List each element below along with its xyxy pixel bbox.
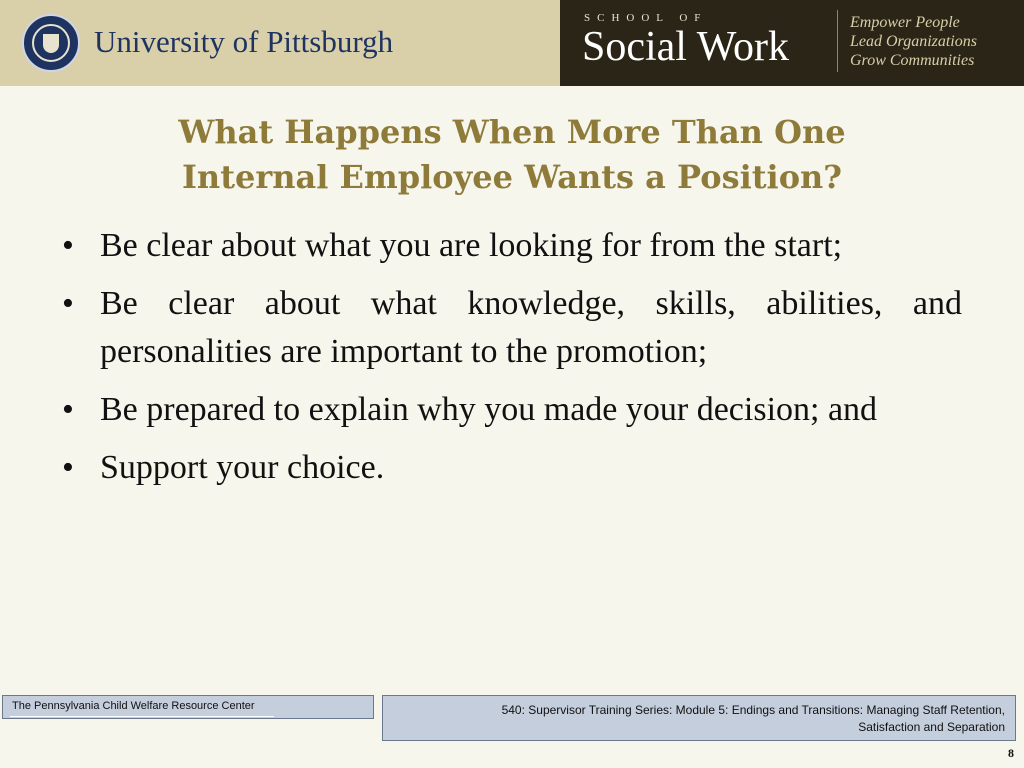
bullet-text: Be clear about what you are looking for from the start; — [100, 227, 843, 264]
footer-course-box — [382, 695, 1016, 741]
footer-organization: The Pennsylvania Child Welfare Resource Center — [12, 700, 255, 712]
title-line: What Happens When More Than One — [178, 113, 846, 151]
university-banner — [0, 0, 560, 86]
bullet-item — [62, 280, 962, 376]
university-name: University of Pittsburgh — [94, 24, 394, 59]
banner-divider — [837, 10, 838, 72]
footer-course-line: 540: Supervisor Training Series: Module 5: Endings and Transitions: Managing Staff Retention, — [501, 703, 1005, 717]
tagline-line: Empower People — [850, 14, 960, 31]
social-work-label: Social Work — [582, 24, 789, 70]
footer-organization-box — [2, 695, 374, 719]
bullet-icon: • — [62, 227, 74, 264]
university-seal-icon — [22, 14, 80, 72]
seal-shield-icon — [43, 34, 59, 53]
bullet-item — [62, 386, 962, 434]
footer-underline — [10, 716, 274, 717]
bullet-text: Be prepared to explain why you made your decision; and — [100, 391, 878, 428]
bullet-icon: • — [62, 391, 74, 428]
bullet-icon: • — [62, 285, 74, 322]
bullet-text: Be clear about what knowledge, skills, abilities, and personalities are important to the promotion; — [100, 285, 962, 370]
tagline-line: Lead Organizations — [850, 33, 977, 50]
footer-course-line: Satisfaction and Separation — [858, 720, 1005, 734]
bullet-text: Support your choice. — [100, 449, 385, 486]
bullet-item — [62, 222, 962, 270]
slide-header — [0, 0, 1024, 86]
bullet-list — [62, 222, 962, 502]
school-of-label: SCHOOL OF — [584, 12, 708, 24]
bullet-item — [62, 444, 962, 492]
page-number: 8 — [1008, 746, 1014, 760]
tagline-line: Grow Communities — [850, 52, 975, 69]
slide-title — [60, 110, 964, 200]
bullet-icon: • — [62, 449, 74, 486]
footer-course-title — [395, 702, 1005, 736]
title-line: Internal Employee Wants a Position? — [181, 158, 843, 196]
school-tagline — [850, 13, 977, 70]
